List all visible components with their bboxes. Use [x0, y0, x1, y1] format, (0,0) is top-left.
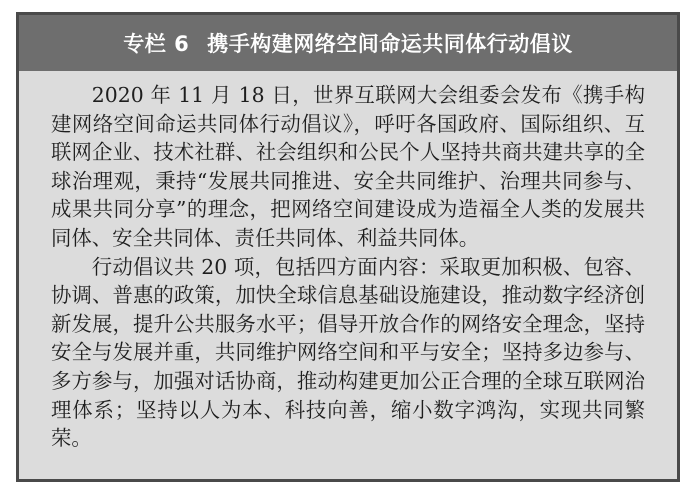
- column-header: [19, 15, 677, 71]
- column-body: [19, 71, 677, 453]
- paragraph-2: 行动倡议共 20 项，包括四方面内容：采取更加积极、包容、协调、普惠的政策，加快全球信息基础设施建设，推动数字经济创新发展，提升公共服务水平；倡导开放合作的网络安全理念，坚持安全与发展并重，共同维护网络空间和平与安全；坚持多边参与、多方参与，加强对话协商，推动构建更加公正合理的全球互联网治理体系；坚持以人为本、科技向善，缩小数字鸿沟，实现共同繁荣。: [51, 254, 645, 451]
- column-title: [123, 28, 572, 58]
- column-heading: 携手构建网络空间命运共同体行动倡议: [207, 32, 573, 56]
- column-box: [16, 12, 680, 482]
- paragraph-1: 2020 年 11 月 18 日，世界互联网大会组委会发布《携手构建网络空间命运共同体行动倡议》，呼吁各国政府、国际组织、互联网企业、技术社群、社会组织和公民个人坚持共商共建共享的全球治理观，秉持“发展共同推进、安全共同维护、治理共同参与、成果共同分享”的理念，把网络空间建设成为造福全人类的发展共同体、安全共同体、责任共同体、利益共同体。: [51, 83, 645, 250]
- column-label: 专栏 6: [123, 32, 190, 56]
